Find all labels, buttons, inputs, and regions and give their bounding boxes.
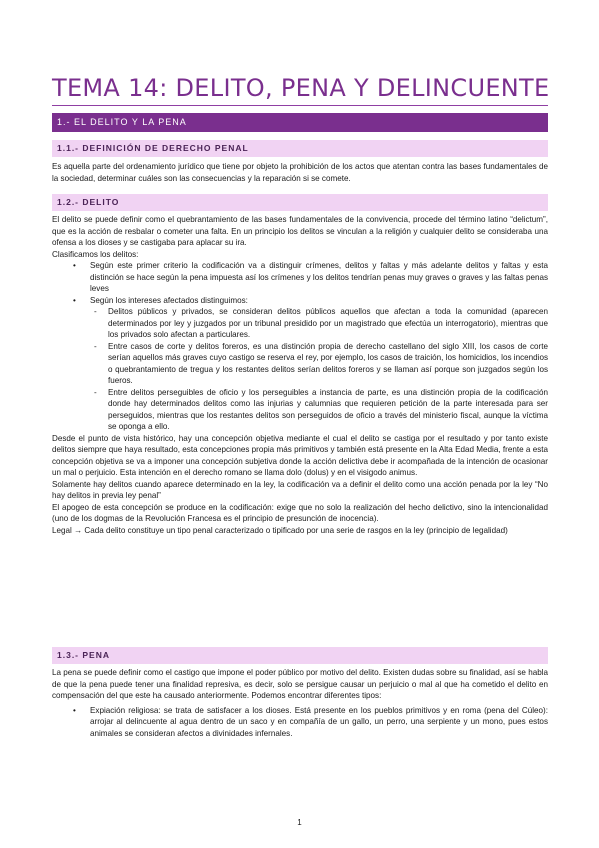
dash-icon: - xyxy=(94,307,97,316)
definicion-block xyxy=(52,161,548,184)
dash-icon: - xyxy=(94,341,97,351)
list-item xyxy=(52,306,548,341)
dash-casos-de-corte: Entre casos de corte y delitos foreros, es una distinción propia de derecho castellano del siglo XIII, los casos de corte serían aquellos más graves cuyo castigo se reserva el rey, por ejemplo, los casos de traición, los homicidios, los incendios o quebrantamiento de tregua y los restantes delitos serían delitos foreros y se llaman así porque son juzgados según los fueros. xyxy=(108,341,548,385)
list-item xyxy=(52,387,548,433)
clasificacion-label: Clasificamos los delitos: xyxy=(52,249,139,259)
list-item xyxy=(52,260,548,295)
apogeo-paragraph: El apogeo de esta concepción se produce en la codificación: exige que no solo la realización del hecho delictivo, sino la intencionalidad (uno de los dogmas de la Revolución Francesa es el principio de presunción de inocencia). xyxy=(52,502,548,523)
bullet-icon: • xyxy=(73,295,76,305)
subsection-heading-pena: 1.3.- PENA xyxy=(52,647,548,664)
bullet-criterio-codificacion: Según este primer criterio la codificación va a distinguir crímenes, delitos y faltas y más adelante delitos y faltas y esta distinción se hace según la pena impuesta así los crímenes y los delitos tendrían penas muy graves o graves y las faltas penas leves xyxy=(90,261,548,293)
list-item xyxy=(52,341,548,387)
dash-delitos-publicos-privados: Delitos públicos y privados, se consideran delitos públicos aquellos que afectan a toda la comunidad (aparecen determinados por ley y juzgados por un tribunal presidido por un magistrado que efectúa un interrogatorio), mientras que los privados solo afectan a particulares. xyxy=(108,307,548,339)
legal-paragraph: Legal → Cada delito constituye un tipo penal caracterizado o tipificado por una serie de rasgos en la ley (principio de legalidad) xyxy=(52,525,508,535)
delito-block xyxy=(52,214,548,536)
pena-block xyxy=(52,667,548,739)
pena-paragraph: La pena se puede definir como el castigo que impone el poder público por motivo del delito. Existen dudas sobre su finalidad, así se habla de que la pena puede tener una finalidad represiva, es decir, solo se persigue causar un perjuicio o mal al que ha cometido el delito en compensación del que este ha causado anteriormente. Podemos encontrar diferentes tipos: xyxy=(52,668,548,700)
dash-icon: - xyxy=(94,387,97,397)
historic-paragraph: Desde el punto de vista histórico, hay una concepción objetiva mediante el cual el delito se castiga por el resultado y por tanto existe delitos siempre que haya resultado, esta concepciones propia más primitivos y también está presente en la Alta Edad Media, frente a esta concepción objetiva se va a imponer una concepción subjetiva donde la acción delictiva debe ir acompañada de la intención de ocasionar un mal o perjuicio. Esta intención en el derecho romano se llama dolo (dolus) y en el visigodo animus. xyxy=(52,433,548,477)
title-underline xyxy=(52,105,548,106)
subsection-heading-delito: 1.2.- DELITO xyxy=(52,194,548,211)
definicion-paragraph: Es aquella parte del ordenamiento jurídico que tiene por objeto la prohibición de los actos que atentan contra las bases fundamentales de la sociedad, determinar cuáles son las consecuencias y la reparación si se comete. xyxy=(52,162,548,183)
bullet-icon: • xyxy=(73,705,76,715)
solamente-paragraph: Solamente hay delitos cuando aparece determinado en la ley, la codificación va a definir el delito como una acción penada por la ley “No hay delitos in previa ley penal” xyxy=(52,479,548,500)
bullet-icon: • xyxy=(73,261,76,270)
delito-intro-paragraph: El delito se puede definir como el quebrantamiento de las bases fundamentales de la convivencia, procede del término latino “delictum”, que es la acción de resbalar o cometer una falta. En un principio los delitos se vinculan a la religión y cualquier delito se consideraba una ofensa a los dioses y se castigaba para aplacar su ira. xyxy=(52,215,548,247)
document-title: TEMA 14: DELITO, PENA Y DELINCUENTE xyxy=(52,74,550,102)
bullet-expiacion-religiosa: Expiación religiosa: se trata de satisfacer a los dioses. Está presente en los pueblos primitivos y en roma (pena del Cúleo): arrojar al delincuente al agua dentro de un saco y en compañía de un gallo, un perro, una serpiente y un mono, pues estos animales se consideran afectos a divinidades infernales. xyxy=(90,705,548,738)
section-heading-delito-y-pena: 1.- EL DELITO Y LA PENA xyxy=(52,113,548,132)
dash-delitos-perseguibles: Entre delitos perseguibles de oficio y los perseguibles a instancia de parte, es una distinción propia de la codificación donde hay determinados delitos como las injurias y calumnias que requieren petición de la parte interesada para ser perseguidos, mientras que los restantes delitos son perseguidos de oficio a través del ministerio fiscal, aunque la víctima se oponga a ello. xyxy=(108,387,548,431)
list-item xyxy=(52,295,548,307)
page-number: 1 xyxy=(297,818,302,827)
subsection-heading-definicion: 1.1.- DEFINICIÓN DE DERECHO PENAL xyxy=(52,140,548,157)
bullet-intereses-afectados: Según los intereses afectados distinguimos: xyxy=(90,295,248,305)
list-item xyxy=(52,705,548,740)
